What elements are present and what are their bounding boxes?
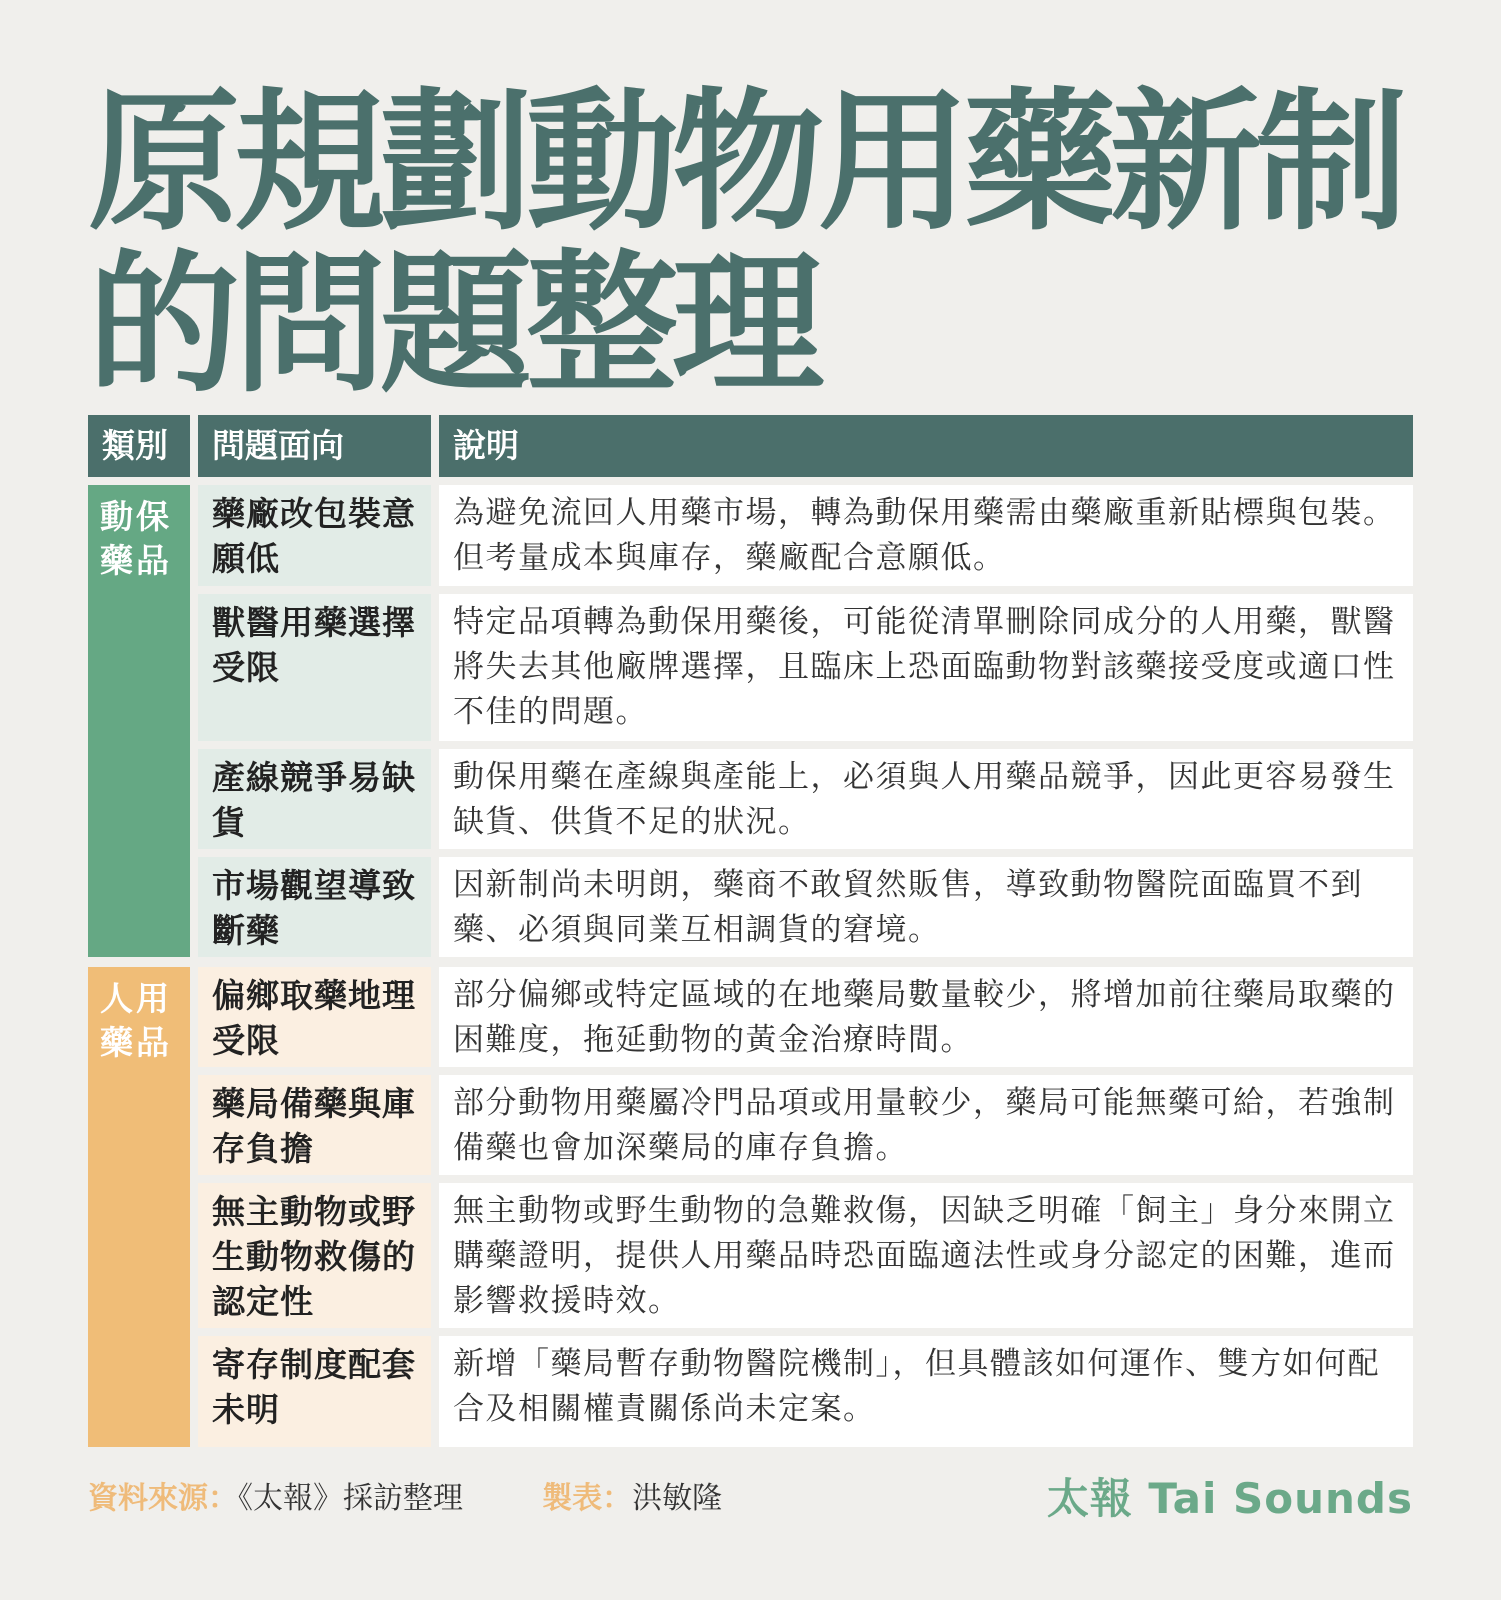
issues-table (88, 415, 1413, 1447)
category-label: 人用藥品 (100, 979, 172, 1062)
page-title (88, 74, 1428, 413)
aspect-cell: 藥局備藥與庫存負擔 (198, 1075, 431, 1175)
description-cell: 為避免流回人用藥市場，轉為動保用藥需由藥廠重新貼標與包裝。但考量成本與庫存，藥廠配合意願低。 (439, 485, 1413, 586)
brand-logo: 太報 Tai Sounds (1046, 1474, 1413, 1523)
aspect-cell: 獸醫用藥選擇受限 (198, 594, 431, 741)
aspect-cell: 無主動物或野生動物救傷的認定性 (198, 1183, 431, 1328)
description-cell: 因新制尚未明朗，藥商不敢貿然販售，導致動物醫院面臨買不到藥、必須與同業互相調貨的窘境。 (439, 857, 1413, 957)
footer (88, 1471, 1413, 1527)
header-category: 類別 (88, 415, 190, 477)
aspect-cell: 產線競爭易缺貨 (198, 749, 431, 849)
header-aspect: 問題面向 (198, 415, 431, 477)
header-description: 說明 (439, 415, 1413, 477)
source-label: 資料來源： (88, 1481, 238, 1516)
source-value: 《太報》採訪整理 (238, 1481, 463, 1516)
description-cell: 部分動物用藥屬冷門品項或用量較少，藥局可能無藥可給，若強制備藥也會加深藥局的庫存負擔。 (439, 1075, 1413, 1175)
category-cell (88, 485, 190, 957)
aspect-cell: 藥廠改包裝意願低 (198, 485, 431, 586)
description-cell: 無主動物或野生動物的急難救傷，因缺乏明確「飼主」身分來開立購藥證明，提供人用藥品時恐面臨適法性或身分認定的困難，進而影響救援時效。 (439, 1183, 1413, 1328)
maker-label: 製表： (542, 1481, 633, 1516)
aspect-cell: 市場觀望導致斷藥 (198, 857, 431, 957)
maker-value: 洪敏隆 (632, 1481, 723, 1516)
description-cell: 部分偏鄉或特定區域的在地藥局數量較少，將增加前往藥局取藥的困難度，拖延動物的黃金治療時間。 (439, 967, 1413, 1067)
aspect-cell: 偏鄉取藥地理受限 (198, 967, 431, 1067)
description-cell: 特定品項轉為動保用藥後，可能從清單刪除同成分的人用藥，獸醫將失去其他廠牌選擇，且臨床上恐面臨動物對該藥接受度或適口性不佳的問題。 (439, 594, 1413, 741)
category-label: 動保藥品 (100, 497, 172, 580)
description-cell: 動保用藥在產線與產能上，必須與人用藥品競爭，因此更容易發生缺貨、供貨不足的狀況。 (439, 749, 1413, 849)
category-cell (88, 967, 190, 1447)
aspect-cell: 寄存制度配套未明 (198, 1336, 431, 1447)
title-line-2: 的問題整理 (88, 236, 818, 413)
title-line-1: 原規劃動物用藥新制 (88, 74, 1402, 251)
description-cell: 新增「藥局暫存動物醫院機制」，但具體該如何運作、雙方如何配合及相關權責關係尚未定案。 (439, 1336, 1413, 1447)
